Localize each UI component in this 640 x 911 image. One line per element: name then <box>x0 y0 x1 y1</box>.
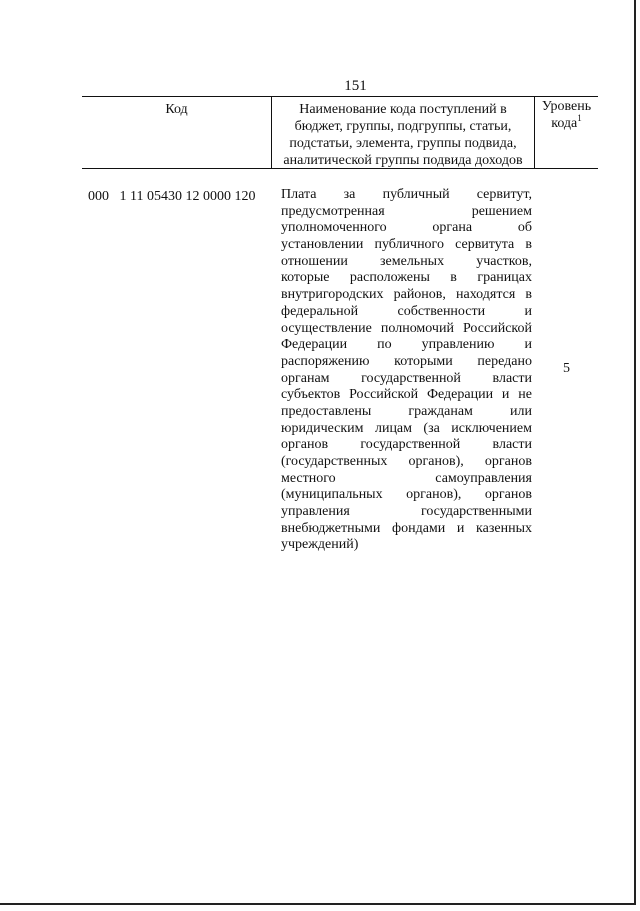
name-line: местного самоуправления <box>281 470 532 486</box>
name-line: субъектов Российской Федерации и не <box>281 387 532 403</box>
name-line: федеральной собственности и <box>281 303 532 319</box>
name-line: внебюджетными фондами и казенных <box>281 520 532 536</box>
name-line: внутригородских районов, находятся в <box>281 287 532 303</box>
table-row-code <box>88 189 255 205</box>
name-line: предусмотренная решением <box>281 203 532 219</box>
name-line: юридическим лицам (за исключением <box>281 420 532 436</box>
header-name-label: Наименование кода поступлений в бюджет, группы, подгруппы, статьи, подстатьи, элемента, группы подвида, аналитической группы подвида доходов <box>283 102 523 168</box>
name-line: управления государственными <box>281 504 532 520</box>
table-header <box>82 96 598 169</box>
name-line: Плата за публичный сервитут, <box>281 187 532 202</box>
revenue-code: 1 11 05430 12 0000 120 <box>119 189 256 204</box>
name-line: органов государственной власти <box>281 437 532 453</box>
header-level-cell <box>535 97 598 168</box>
name-line: (государственных органов), органов <box>281 454 532 469</box>
name-line: Федерации по управлению и <box>281 337 532 353</box>
admin-code: 000 <box>88 189 109 204</box>
name-line: уполномоченного органа об <box>281 220 532 236</box>
header-level-label: Уровень кода <box>541 99 592 131</box>
name-line: органам государственной власти <box>281 370 532 386</box>
header-code-cell <box>82 97 272 168</box>
name-line: распоряжению которыми передано <box>281 353 532 369</box>
name-line: осуществление полномочий Российской <box>281 320 532 336</box>
name-line: отношении земельных участков, <box>281 253 532 269</box>
name-line: (муниципальных органов), органов <box>281 487 532 503</box>
name-line: учреждений) <box>281 537 359 553</box>
name-line: которые расположены в границах <box>281 270 532 286</box>
name-line: установлении публичного сервитута в <box>281 237 532 253</box>
page-number: 151 <box>344 78 367 94</box>
header-level-footnote: 1 <box>577 113 582 123</box>
header-code-label: Код <box>165 102 188 117</box>
name-line: предоставлены гражданам или <box>281 403 532 419</box>
table-row-name <box>281 187 532 554</box>
header-name-cell <box>272 97 535 168</box>
table-row-level: 5 <box>563 361 570 376</box>
